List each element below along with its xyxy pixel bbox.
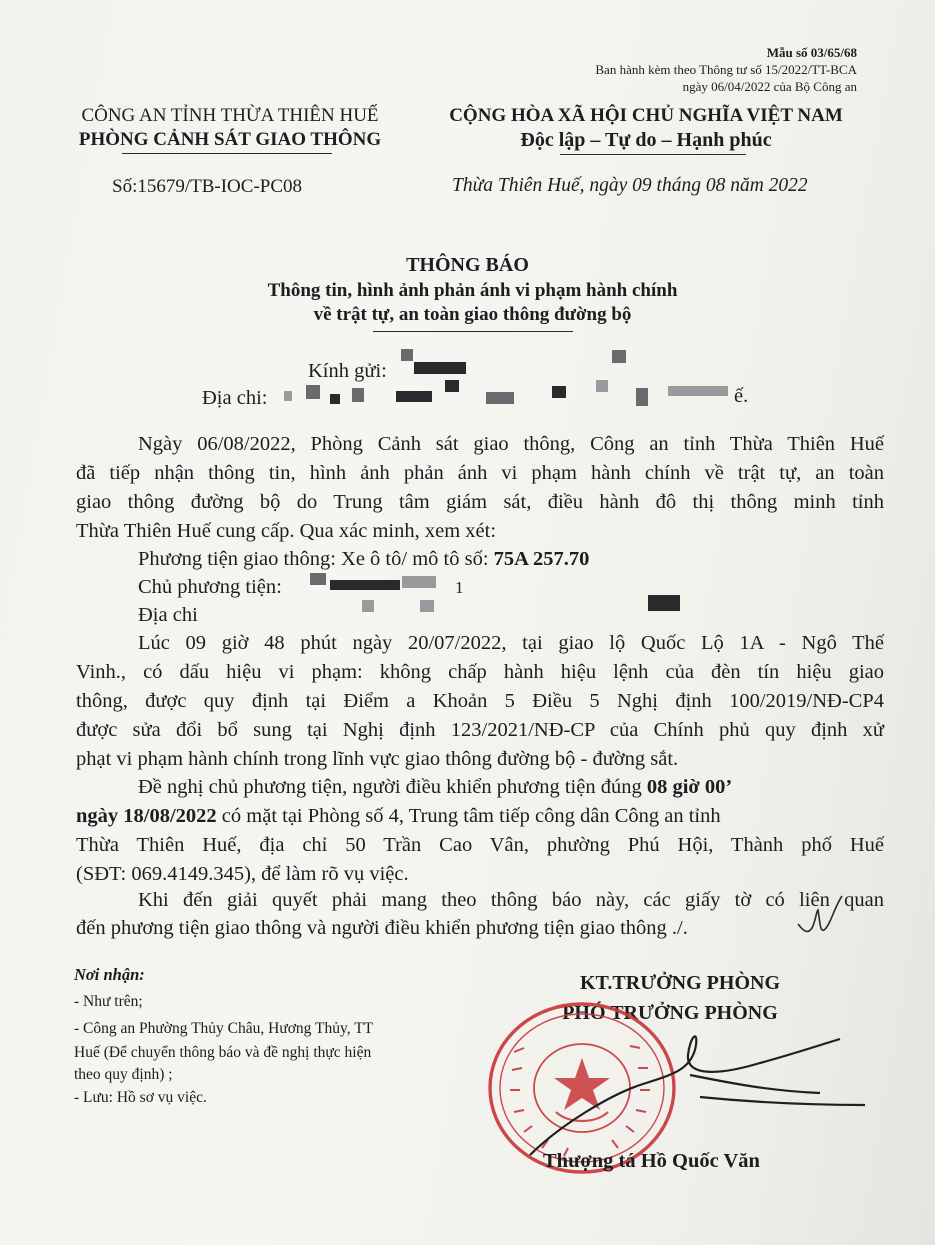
body-p2-line-4: được sửa đổi bổ sung tại Nghị định 123/2021/NĐ-CP của Chính phủ quy định xử: [76, 719, 884, 741]
redaction: [284, 391, 292, 401]
signature-position: PHÓ TRƯỞNG PHÒNG: [562, 1002, 778, 1024]
recipients-item-2: - Công an Phường Thủy Châu, Hương Thủy, TT: [74, 1020, 374, 1037]
redaction: [330, 580, 400, 590]
appointment-time: 08 giờ 00’: [646, 776, 733, 798]
redaction: [612, 350, 626, 363]
dia-chi-label: Địa chi:: [202, 387, 268, 409]
body-p2-line-3: thông, được quy định tại Điểm a Khoản 5 Điều 5 Nghị định 100/2019/NĐ-CP4: [76, 690, 884, 712]
redaction: [306, 385, 320, 399]
body-p1-line-4: Thừa Thiên Huế cung cấp. Qua xác minh, xem xét:: [76, 520, 497, 542]
redaction: [401, 349, 413, 361]
recipients-item-1: - Như trên;: [74, 993, 143, 1010]
body-p3-line-1: [138, 773, 732, 802]
address-label: Địa chi: [138, 604, 198, 626]
signer-name: Thượng tá Hồ Quốc Văn: [543, 1150, 760, 1172]
redaction: [445, 380, 459, 392]
redaction: [668, 386, 728, 396]
body-p1-line-3: giao thông đường bộ do Trung tâm giám sát, điều hành đô thị thông minh tỉnh: [76, 491, 884, 513]
body-p2-line-5: phạt vi phạm hành chính trong lĩnh vực giao thông đường bộ - đường sắt.: [76, 748, 679, 770]
kinh-gui-label: Kính gửi:: [308, 360, 387, 382]
vehicle-plate: 75A 257.70: [493, 548, 590, 570]
recipients-item-2-cont2: theo quy định) ;: [74, 1066, 173, 1083]
title-rule: [373, 331, 573, 332]
recipients-item-2-cont: Huế (Để chuyển thông báo và đề nghị thực hiện: [74, 1044, 372, 1061]
form-issuer-line: ngày 06/04/2022 của Bộ Công an: [682, 79, 857, 94]
body-p3-line-3: Thừa Thiên Huế, địa chỉ 50 Trần Cao Vân, phường Phú Hội, Thành phố Huế: [76, 834, 884, 856]
redaction: [596, 380, 608, 392]
initials-scribble: [790, 888, 850, 944]
body-p1-line-1: Ngày 06/08/2022, Phòng Cảnh sát giao thông, Công an tỉnh Thừa Thiên Huế: [138, 433, 884, 455]
agency-name: CÔNG AN TỈNH THỪA THIÊN HUẾ: [81, 105, 379, 126]
redaction: [414, 362, 466, 374]
body-p2-line-2: Vinh., có dấu hiệu vi phạm: không chấp hành hiệu lệnh của đèn tín hiệu giao: [76, 661, 884, 683]
p3-location: có mặt tại Phòng số 4, Trung tâm tiếp công dân Công an tỉnh: [221, 805, 721, 827]
redaction: [486, 392, 514, 404]
vehicle-label: Phương tiện giao thông: Xe ô tô/ mô tô số:: [138, 548, 489, 570]
redaction: [362, 600, 374, 612]
body-p3-line-2: [76, 802, 721, 831]
vehicle-line: [138, 545, 589, 574]
department-name: PHÒNG CẢNH SÁT GIAO THÔNG: [78, 129, 382, 150]
country-name: CỘNG HÒA XÃ HỘI CHỦ NGHĨA VIỆT NAM: [449, 105, 843, 126]
form-code: [595, 44, 857, 95]
header-left-rule: [122, 153, 332, 154]
redaction: [396, 391, 432, 402]
notice-title: THÔNG BÁO: [406, 254, 529, 276]
p3-request: Đề nghị chủ phương tiện, người điều khiển phương tiện đúng: [138, 776, 642, 798]
notice-subtitle-1: Thông tin, hình ảnh phản ánh vi phạm hành chính: [267, 280, 678, 301]
owner-tail: 1: [455, 578, 464, 597]
redaction: [552, 386, 566, 398]
body-p1-line-2: đã tiếp nhận thông tin, hình ảnh phản ánh vi phạm hành chính về trật tự, an toàn: [76, 462, 884, 484]
notice-subtitle-2: về trật tự, an toàn giao thông đường bộ: [313, 304, 632, 325]
redaction: [420, 600, 434, 612]
body-p4-line-2: đến phương tiện giao thông và người điều khiển phương tiện giao thông ./.: [76, 917, 688, 939]
document-number: Số:15679/TB-IOC-PC08: [112, 176, 303, 197]
appointment-date: ngày 18/08/2022: [76, 805, 217, 827]
header-left: [50, 104, 410, 152]
recipients-title: Nơi nhận:: [74, 965, 145, 984]
body-p4-line-1: Khi đến giải quyết phải mang theo thông báo này, các giấy tờ có liên quan: [138, 889, 884, 911]
body-p3-line-4: (SĐT: 069.4149.345), để làm rõ vụ việc.: [76, 863, 409, 885]
handwritten-signature: [520, 1005, 870, 1165]
form-circular-line: Ban hành kèm theo Thông tư số 15/2022/TT-BCA: [595, 62, 857, 77]
header-right: [418, 104, 874, 152]
redaction: [636, 388, 648, 406]
redaction: [330, 394, 340, 404]
redaction: [310, 573, 326, 585]
recipients-item-3: - Lưu: Hồ sơ vụ việc.: [74, 1089, 207, 1106]
body-p2-line-1: Lúc 09 giờ 48 phút ngày 20/07/2022, tại giao lộ Quốc Lộ 1A - Ngô Thế: [138, 632, 884, 654]
redaction: [352, 388, 364, 402]
redaction: [648, 595, 680, 611]
motto-rule: [560, 154, 746, 155]
national-motto: Độc lập – Tự do – Hạnh phúc: [520, 129, 772, 151]
owner-label: Chủ phương tiện:: [138, 576, 282, 598]
dia-chi-tail: ế.: [734, 385, 749, 407]
form-number: Mẫu số 03/65/68: [766, 45, 857, 60]
redaction: [402, 576, 436, 588]
signature-authority: KT.TRƯỞNG PHÒNG: [580, 972, 780, 994]
place-date: Thừa Thiên Huế, ngày 09 tháng 08 năm 2022: [452, 175, 808, 196]
